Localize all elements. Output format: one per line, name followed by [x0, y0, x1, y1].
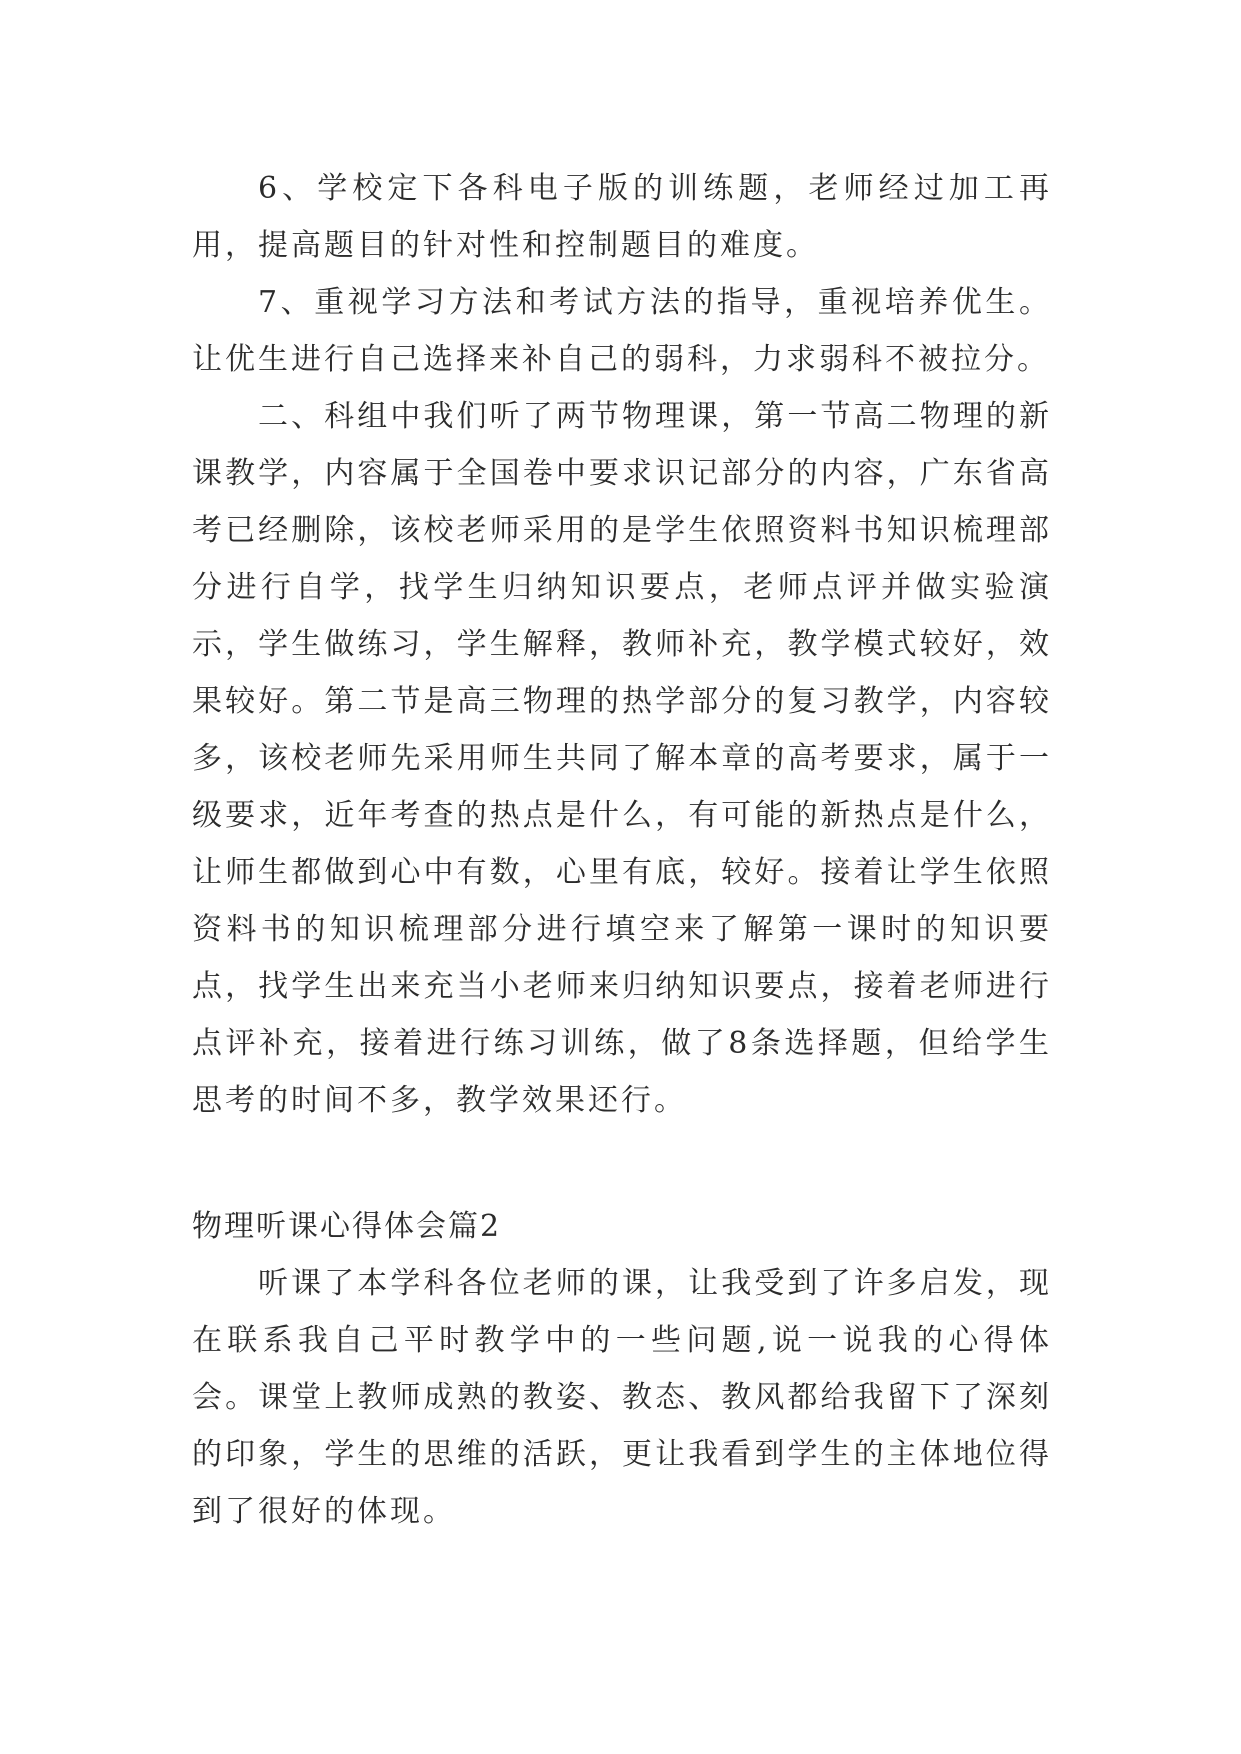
paragraph-section-two: 二、科组中我们听了两节物理课，第一节高二物理的新课教学，内容属于全国卷中要求识记部分的内容，广东省高考已经删除，该校老师采用的是学生依照资料书知识梳理部分进行自学，找学生归纳知识要点，老师点评并做实验演示，学生做练习，学生解释，教师补充，教学模式较好，效果较好。第二节是高三物理的热学部分的复习教学，内容较多，该校老师先采用师生共同了解本章的高考要求，属于一级要求，近年考查的热点是什么，有可能的新热点是什么，让师生都做到心中有数，心里有底，较好。接着让学生依照资料书的知识梳理部分进行填空来了解第一课时的知识要点，找学生出来充当小老师来归纳知识要点，接着老师进行点评补充，接着进行练习训练，做了8条选择题，但给学生思考的时间不多，教学效果还行。	[192, 399, 1052, 1118]
document-body	[192, 160, 1052, 1540]
section-heading: 物理听课心得体会篇2	[192, 1209, 502, 1244]
paragraph-item-7: 7、重视学习方法和考试方法的指导，重视培养优生。让优生进行自己选择来补自己的弱科，力求弱科不被拉分。	[192, 285, 1052, 377]
section-paragraph: 听课了本学科各位老师的课，让我受到了许多启发，现在联系我自己平时教学中的一些问题,说一说我的心得体会。课堂上教师成熟的教姿、教态、教风都给我留下了深刻的印象，学生的思维的活跃，更让我看到学生的主体地位得到了很好的体现。	[192, 1266, 1052, 1529]
paragraph-item-6: 6、学校定下各科电子版的训练题，老师经过加工再用，提高题目的针对性和控制题目的难度。	[192, 171, 1052, 263]
